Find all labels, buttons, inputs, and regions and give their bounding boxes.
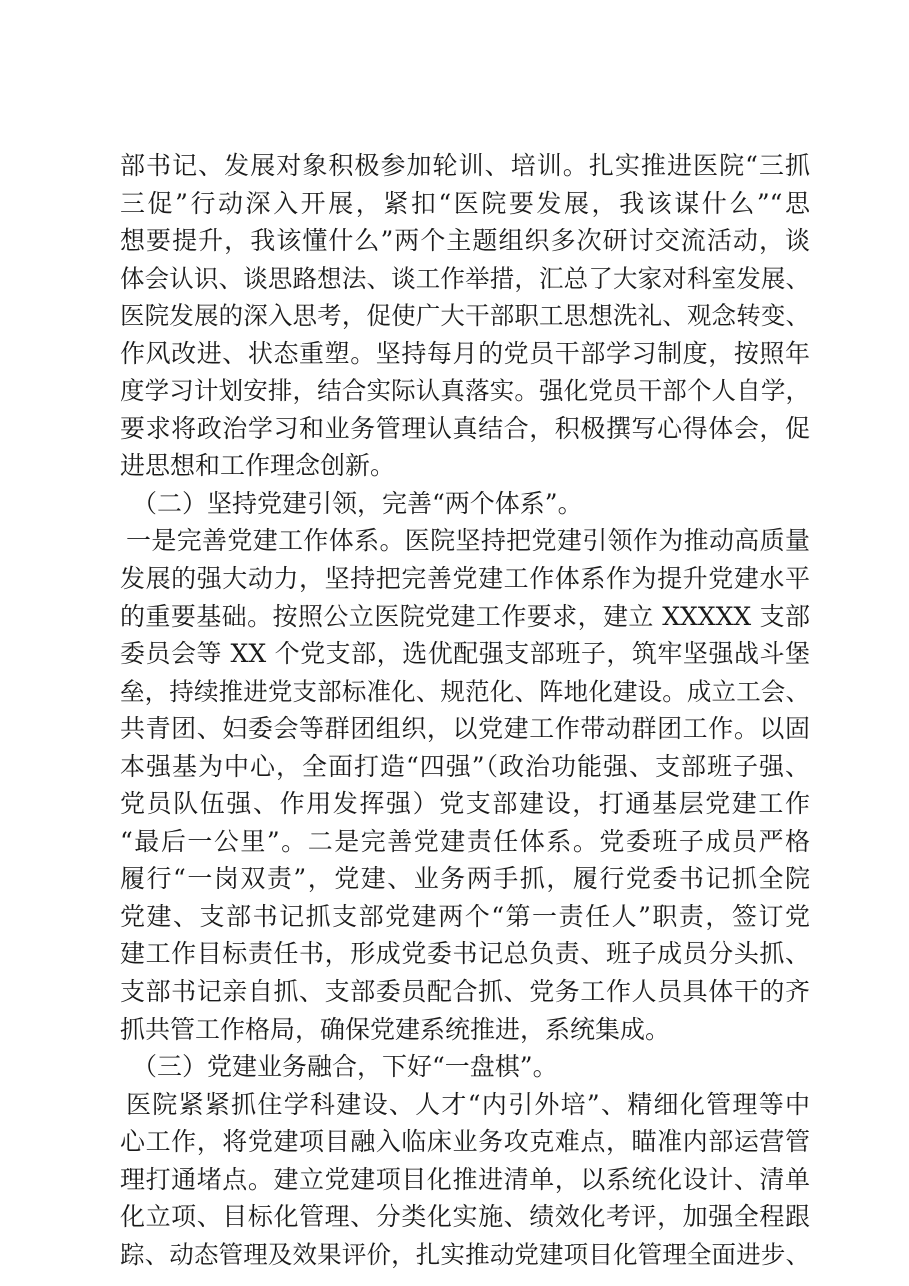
text-line: 履行“一岗双责”，党建、业务两手抓，履行党委书记抓全院 xyxy=(120,864,810,894)
text-line: 进思想和工作理念创新。 xyxy=(120,451,396,481)
text-line: 医院发展的深入思考，促使广大干部职工思想洗礼、观念转变、 xyxy=(120,301,810,331)
text-line: 踪、动态管理及效果评价，扎实推动党建项目化管理全面进步、 xyxy=(120,1239,810,1269)
text-line: 党员队伍强、作用发挥强）党支部建设，打通基层党建工作 xyxy=(120,789,810,819)
text-line: 作风改进、状态重塑。坚持每月的党员干部学习制度，按照年 xyxy=(120,338,810,368)
text-line: 想要提升，我该懂什么”两个主题组织多次研讨交流活动，谈 xyxy=(120,226,810,256)
text-line: 一是完善党建工作体系。医院坚持把党建引领作为推动高质量 xyxy=(126,526,810,556)
text-line: 本强基为中心，全面打造“四强”（政治功能强、支部班子强、 xyxy=(120,751,810,781)
text-line: 心工作，将党建项目融入临床业务攻克难点，瞄准内部运营管 xyxy=(120,1127,810,1157)
section-heading: （三）党建业务融合，下好“一盘棋”。 xyxy=(132,1052,558,1082)
text-line: 的重要基础。按照公立医院党建工作要求，建立 XXXXX 支部 xyxy=(120,601,810,631)
text-line: 体会认识、谈思路想法、谈工作举措，汇总了大家对科室发展、 xyxy=(120,263,810,293)
text-line: “最后一公里”。二是完善党建责任体系。党委班子成员严格 xyxy=(120,826,810,856)
text-line: 要求将政治学习和业务管理认真结合，积极撰写心得体会，促 xyxy=(120,413,810,443)
text-line: 抓共管工作格局，确保党建系统推进，系统集成。 xyxy=(120,1014,671,1044)
text-line: 发展的强大动力，坚持把完善党建工作体系作为提升党建水平 xyxy=(120,564,810,594)
text-line: 垒，持续推进党支部标准化、规范化、阵地化建设。成立工会、 xyxy=(120,676,810,706)
body-text xyxy=(120,147,810,1273)
text-line: 党建、支部书记抓支部党建两个“第一责任人”职责，签订党 xyxy=(120,901,810,931)
text-line: 化立项、目标化管理、分类化实施、绩效化考评，加强全程跟 xyxy=(120,1202,810,1232)
text-line: 三促”行动深入开展，紧扣“医院要发展，我该谋什么”“思 xyxy=(120,188,810,218)
text-line: 支部书记亲自抓、支部委员配合抓、党务工作人员具体干的齐 xyxy=(120,977,810,1007)
text-line: 部书记、发展对象积极参加轮训、培训。扎实推进医院“三抓 xyxy=(120,151,810,180)
text-line: 度学习计划安排，结合实际认真落实。强化党员干部个人自学， xyxy=(120,376,810,406)
section-heading: （二）坚持党建引领，完善“两个体系”。 xyxy=(132,488,583,518)
text-line: 委员会等 XX 个党支部，选优配强支部班子，筑牢坚强战斗堡 xyxy=(120,639,810,669)
text-line: 建工作目标责任书，形成党委书记总负责、班子成员分头抓、 xyxy=(120,939,810,969)
text-line: 医院紧紧抓住学科建设、人才“内引外培”、精细化管理等中 xyxy=(126,1089,810,1119)
text-line: 共青团、妇委会等群团组织，以党建工作带动群团工作。以固 xyxy=(120,714,810,744)
text-line: 理打通堵点。建立党建项目化推进清单，以系统化设计、清单 xyxy=(120,1164,810,1194)
